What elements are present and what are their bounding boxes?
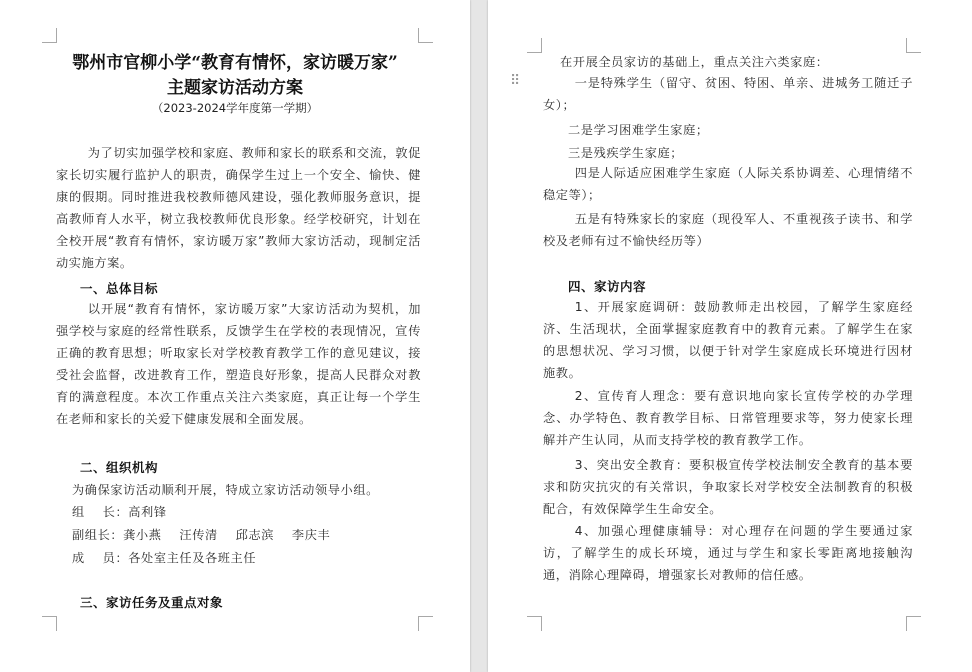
document-subtitle: （2023-2024学年度第一学期） (151, 101, 319, 115)
focus-item-3: 三是残疾学生家庭； (568, 146, 684, 160)
section-heading-tasks: 三、家访任务及重点对象 (80, 595, 224, 610)
page-corner-mark (906, 616, 921, 631)
focus-intro: 在开展全员家访的基础上，重点关注六类家庭： (560, 55, 829, 69)
focus-item-1: 一是特殊学生（留守、贫困、特困、单亲、进城务工随迁子女）； (543, 76, 913, 112)
document-title-line2: 主题家访活动方案 (167, 78, 303, 98)
organization-members: 成 员：各处室主任及各班主任 (72, 551, 257, 565)
document-page-right (488, 0, 972, 672)
section-heading-organization: 二、组织机构 (80, 460, 159, 475)
page-corner-mark (418, 616, 433, 631)
focus-item-4: 四是人际适应困难学生家庭（人际关系协调差、心理情绪不稳定等）； (543, 166, 913, 202)
content-item-3: 3、突出安全教育：要积极宣传学校法制安全教育的基本要求和防灾抗灾的有关常识，争取家长对学校安全法制教育的积极配合，有效保障学生生命安全。 (543, 458, 913, 516)
document-title-line1: 鄂州市官柳小学“教育有情怀，家访暖万家” (72, 53, 398, 73)
section-heading-content: 四、家访内容 (568, 279, 647, 294)
page-corner-mark (418, 28, 433, 43)
document-page-left (0, 0, 470, 672)
content-item-4: 4、加强心理健康辅导：对心理存在问题的学生要通过家访，了解学生的成长环境，通过与学生和家长零距离地接触沟通，消除心理障碍，增强家长对教师的信任感。 (543, 524, 913, 582)
intro-paragraph: 为了切实加强学校和家庭、教师和家长的联系和交流，敦促家长切实履行监护人的职责，确保学生过上一个安全、愉快、健康的假期。同时推进我校教师德风建设，强化教师服务意识，提高教师育人水平，树立我校教师优良形象。经学校研究，计划在全校开展“教育有情怀，家访暖万家”教师大家访活动，现制定活动实施方案。 (56, 146, 421, 270)
page-corner-mark (906, 38, 921, 53)
organization-intro: 为确保家访活动顺利开展，特成立家访活动领导小组。 (72, 483, 379, 497)
section-heading-goals: 一、总体目标 (80, 281, 159, 296)
page-corner-mark (527, 38, 542, 53)
content-item-2: 2、宣传育人理念：要有意识地向家长宣传学校的办学理念、办学特色、教育教学目标、日常管理要求等，努力使家长理解并产生认同，从而支持学校的教育教学工作。 (543, 389, 913, 447)
goals-paragraph: 以开展“教育有情怀，家访暖万家”大家访活动为契机，加强学校与家庭的经常性联系，反馈学生在学校的表现情况，宣传正确的教育思想；听取家长对学校教育教学工作的意见建议，接受社会监督，改进教育工作，塑造良好形象，提高人民群众对教育的满意程度。本次工作重点关注六类家庭，真正让每一个学生在老师和家长的关爱下健康发展和全面发展。 (56, 302, 421, 426)
page-corner-mark (42, 616, 57, 631)
organization-deputies: 副组长：龚小燕 汪传清 邱志滨 李庆丰 (72, 528, 331, 542)
organization-leader: 组 长：高利锋 (72, 505, 167, 519)
focus-item-5: 五是有特殊家长的家庭（现役军人、不重视孩子读书、和学校及老师有过不愉快经历等） (543, 212, 913, 248)
page-corner-mark (527, 616, 542, 631)
focus-item-2: 二是学习困难学生家庭； (568, 123, 709, 137)
content-item-1: 1、开展家庭调研：鼓励教师走出校园，了解学生家庭经济、生活现状，全面掌握家庭教育中的教育元素。了解学生在家的思想状况、学习习惯，以便于针对学生家庭成长环境进行因材施教。 (543, 300, 913, 380)
page-corner-mark (42, 28, 57, 43)
drag-handle-icon[interactable]: ⠿ (510, 73, 521, 89)
